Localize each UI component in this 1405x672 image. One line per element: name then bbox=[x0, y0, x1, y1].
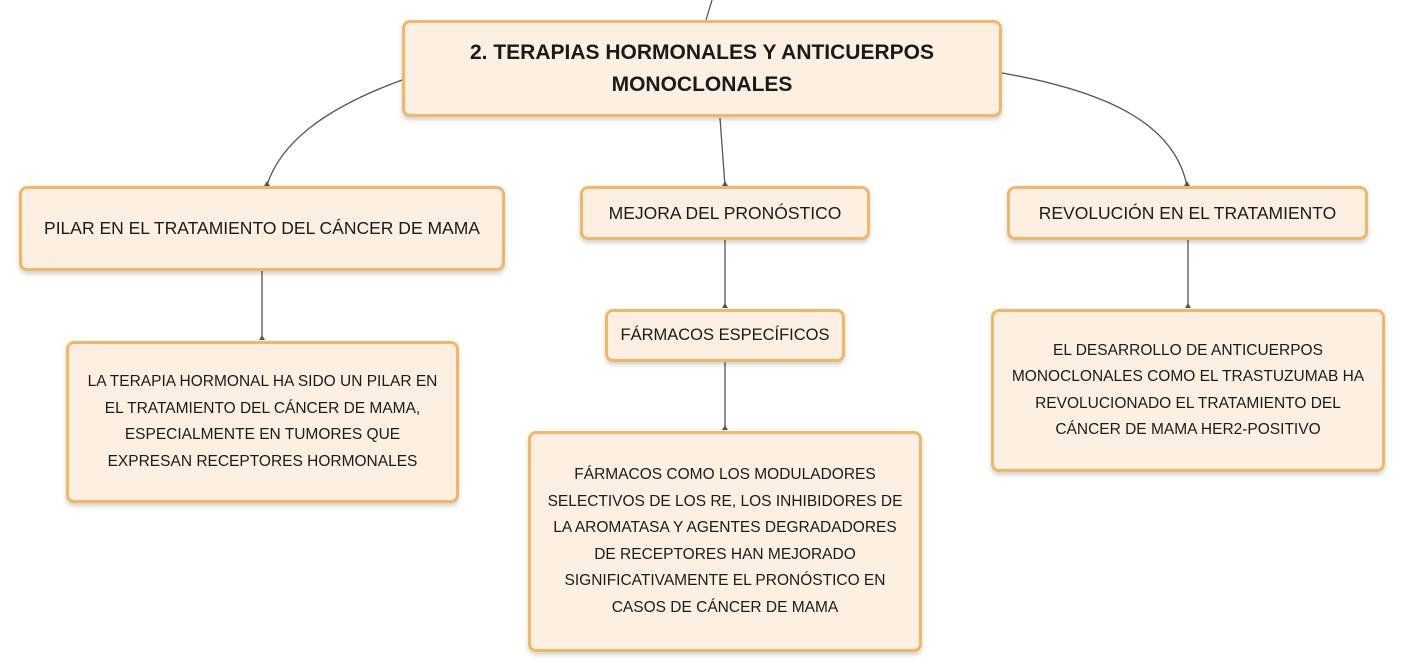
branch-pilar-tratamiento[interactable] bbox=[19, 186, 505, 271]
arrowhead-farmacos-detail bbox=[722, 425, 728, 430]
root-topic[interactable] bbox=[402, 20, 1002, 117]
subtopic-label: FÁRMACOS ESPECÍFICOS bbox=[620, 326, 830, 344]
subtopic-farmacos-especificos[interactable] bbox=[605, 309, 845, 362]
branch-label: REVOLUCIÓN EN EL TRATAMIENTO bbox=[1038, 202, 1337, 223]
arrowhead-pilar-detail bbox=[259, 335, 265, 340]
arrowhead-farmacos bbox=[722, 303, 728, 308]
connector-root-to-revolucion bbox=[1002, 73, 1187, 186]
branch-mejora-pronostico[interactable] bbox=[580, 186, 870, 240]
connector-parent-to-root bbox=[706, 0, 712, 20]
detail-text: LA TERAPIA HORMONAL HA SIDO UN PILAR EN EL TRATAMIENTO DEL CÁNCER DE MAMA, ESPECIALMENTE EN TUMORES QUE EXPRESAN RECEPTORES HORMONALES bbox=[87, 373, 438, 470]
branch-revolucion-tratamiento[interactable] bbox=[1007, 186, 1368, 240]
detail-text: FÁRMACOS COMO LOS MODULADORES SELECTIVOS DE LOS RE, LOS INHIBIDORES DE LA AROMATASA Y AGENTES DEGRADADORES DE RECEPTORES HAN MEJORADO SIGNIFICATIVAMENTE EL PRONÓSTICO EN CASOS DE CÁNCER DE MAMA bbox=[547, 466, 903, 616]
detail-text: EL DESARROLLO DE ANTICUERPOS MONOCLONALES COMO EL TRASTUZUMAB HA REVOLUCIONADO EL TRATAMIENTO DEL CÁNCER DE MAMA HER2-POSITIVO bbox=[1011, 341, 1365, 438]
arrowhead-revolucion-detail bbox=[1185, 303, 1191, 308]
root-topic-label: 2. TERAPIAS HORMONALES Y ANTICUERPOS MONOCLONALES bbox=[469, 40, 934, 96]
connector-root-to-mejora bbox=[720, 118, 725, 186]
detail-anticuerpos-monoclonales[interactable] bbox=[991, 309, 1385, 472]
detail-farmacos[interactable] bbox=[528, 431, 922, 652]
detail-terapia-hormonal[interactable] bbox=[66, 341, 459, 503]
branch-label: PILAR EN EL TRATAMIENTO DEL CÁNCER DE MAMA bbox=[44, 218, 480, 238]
connector-root-to-pilar bbox=[267, 80, 402, 185]
branch-label: MEJORA DEL PRONÓSTICO bbox=[608, 202, 842, 223]
